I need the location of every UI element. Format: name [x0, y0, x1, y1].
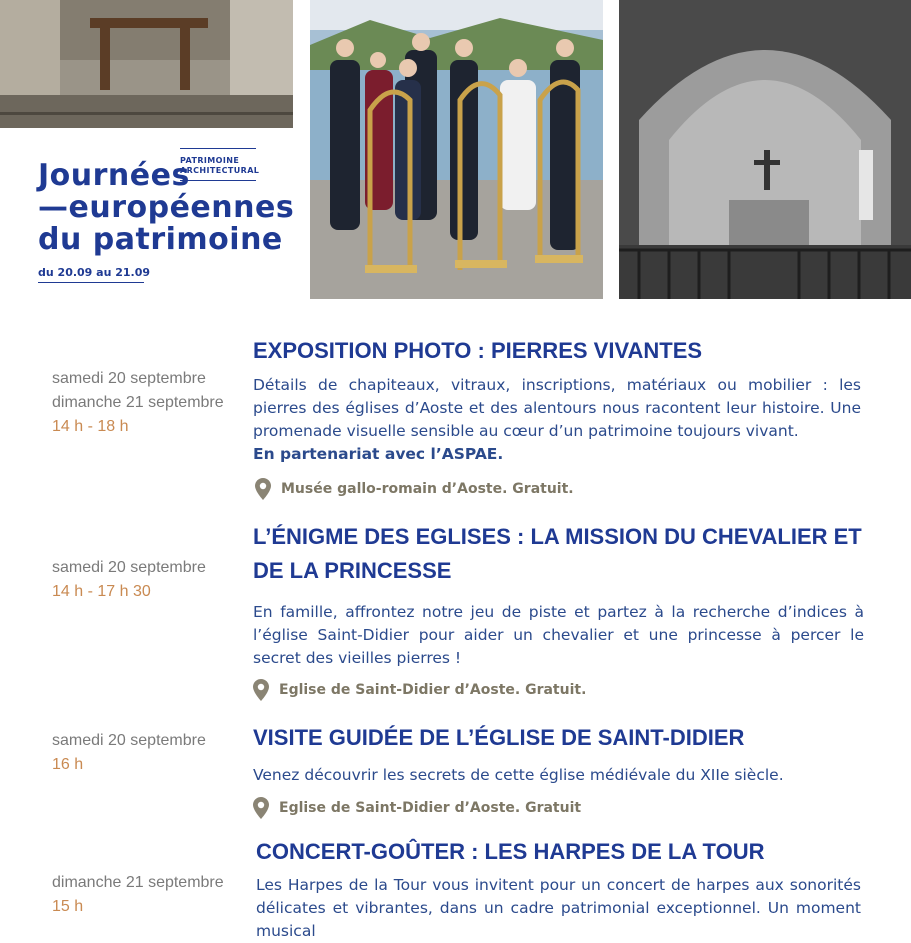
logo-tag-rule-bottom: [180, 180, 256, 181]
event-4-description: Les Harpes de la Tour vous invitent pour un concert de harpes aux sonorités délicates et vibrantes, dans un cadre patrimonial exceptionnel. Un moment musical: [256, 876, 861, 940]
map-pin-icon: [253, 679, 269, 701]
event-2-date-1: samedi 20 septembre: [52, 559, 206, 576]
event-1-partner: En partenariat avec l’ASPAE.: [253, 445, 504, 463]
event-4-title: CONCERT-GOÛTER : LES HARPES DE LA TOUR: [256, 839, 765, 864]
event-1-description: [253, 374, 861, 466]
church-interior-table-photo: [0, 0, 293, 128]
event-1-description-text: Détails de chapiteaux, vitraux, inscriptions, matériaux ou mobilier : les pierres des églises d’Aoste et des alentours nous racontent leur histoire. Une promenade visuelle sensible au cœur d’un patrimoine toujours vivant.: [253, 376, 861, 440]
harp-ensemble-photo: [310, 0, 603, 299]
logo-tag-rule-top: [180, 148, 256, 149]
event-1-location-text: Musée gallo-romain d’Aoste. Gratuit.: [281, 481, 574, 497]
event-1-schedule: [52, 367, 224, 439]
logo-dates: du 20.09 au 21.09: [38, 266, 151, 279]
event-2-description: En famille, affrontez notre jeu de piste et partez à la recherche d’indices à l’église Saint-Didier pour aider un chevalier et une princesse à percer le secret des vieilles pierres !: [253, 603, 864, 667]
event-1-time: 14 h - 18 h: [52, 418, 129, 435]
logo-line-3: du patrimoine: [38, 222, 283, 257]
logo-line-2: —européennes: [38, 190, 295, 225]
logo-tag-line-1: PATRIMOINE: [180, 156, 240, 165]
logo-line-1: Journées: [38, 158, 190, 193]
event-3-time: 16 h: [52, 756, 84, 773]
event-2-schedule: [52, 556, 206, 604]
event-3-location: [253, 797, 581, 819]
event-2-location: [253, 679, 586, 701]
event-4-time: 15 h: [52, 898, 84, 915]
event-1-location: [255, 478, 574, 500]
chapel-apse-bw-photo: [619, 0, 911, 299]
journees-patrimoine-logo: [0, 140, 300, 300]
event-2-time: 14 h - 17 h 30: [52, 583, 151, 600]
event-3-title: VISITE GUIDÉE DE L’ÉGLISE DE SAINT-DIDIER: [253, 725, 745, 750]
event-3-description: Venez découvrir les secrets de cette église médiévale du XIIe siècle.: [253, 766, 784, 784]
map-pin-icon: [255, 478, 271, 500]
event-3-schedule: [52, 729, 206, 777]
logo-tag-line-2: ARCHITECTURAL: [180, 166, 260, 175]
event-4-schedule: [52, 871, 224, 919]
event-3-location-text: Eglise de Saint-Didier d’Aoste. Gratuit: [279, 800, 582, 816]
logo-tag: [180, 156, 259, 176]
logo-dates-rule: [38, 282, 144, 283]
event-4-date-1: dimanche 21 septembre: [52, 874, 224, 891]
event-1-title: EXPOSITION PHOTO : PIERRES VIVANTES: [253, 338, 703, 363]
event-2-location-text: Eglise de Saint-Didier d’Aoste. Gratuit.: [279, 682, 587, 698]
event-1-date-1: samedi 20 septembre: [52, 370, 206, 387]
event-2-title: L’ÉNIGME DES EGLISES : LA MISSION DU CHEVALIER ET DE LA PRINCESSE: [253, 524, 862, 583]
event-1-date-2: dimanche 21 septembre: [52, 394, 224, 411]
event-3-date-1: samedi 20 septembre: [52, 732, 206, 749]
map-pin-icon: [253, 797, 269, 819]
